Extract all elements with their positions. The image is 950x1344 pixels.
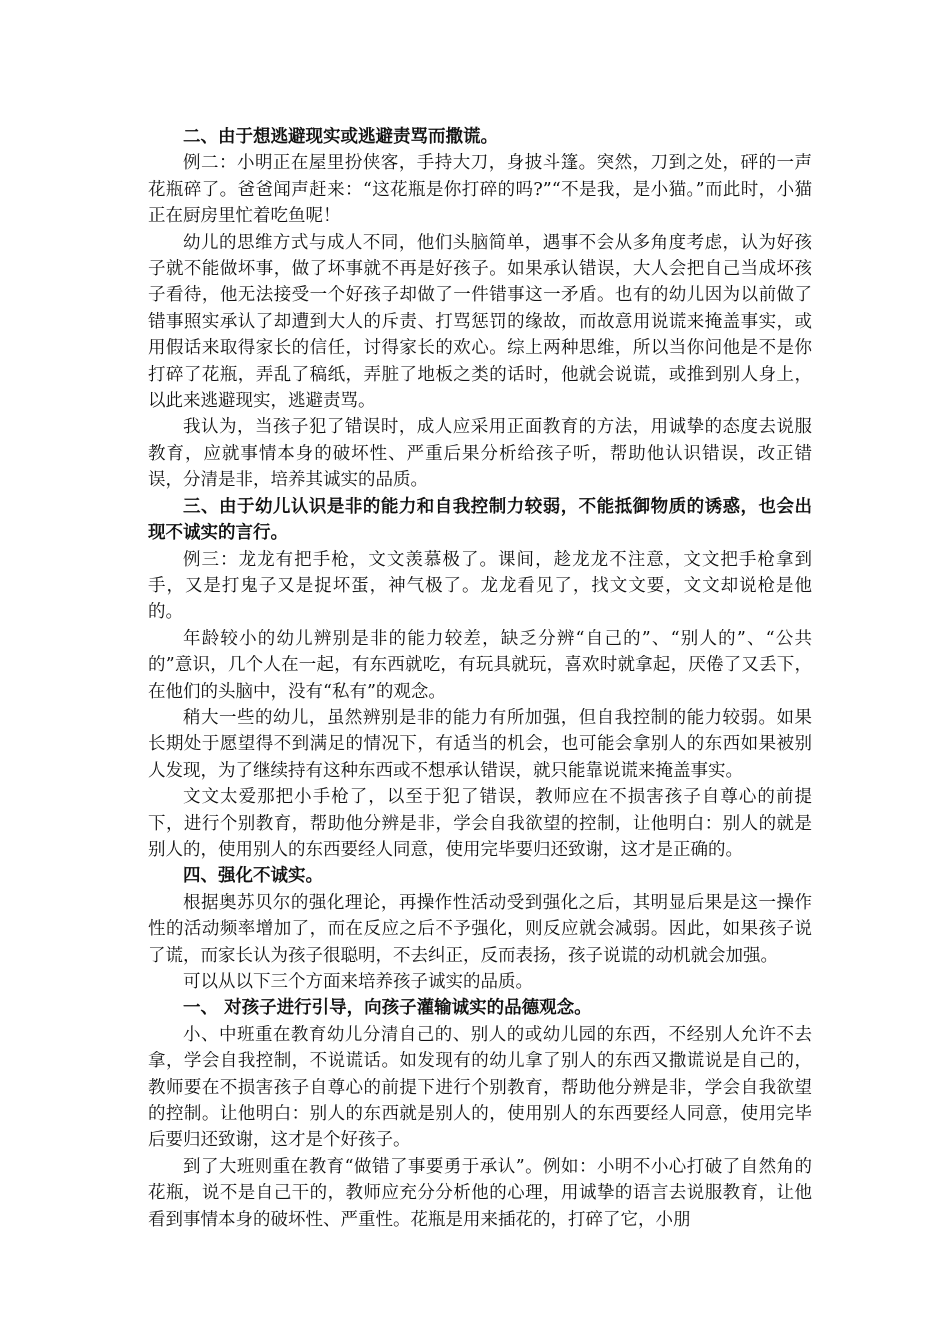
- body-paragraph: 可以从以下三个方面来培养孩子诚实的品质。: [183, 972, 533, 992]
- subsection-heading-1: 一、 对孩子进行引导，向孩子灌输诚实的品德观念。: [183, 998, 592, 1019]
- body-paragraph: 例三：龙龙有把手枪，文文羡慕极了。课间，趁龙龙不注意，文文把手枪拿到手，又是打鬼子又是捉坏蛋，神气极了。龙龙看见了，找文文要，文文却说枪是他的。: [148, 549, 812, 623]
- body-paragraph: 幼儿的思维方式与成人不同，他们头脑简单，遇事不会从多角度考虑，认为好孩子就不能做坏事，做了坏事就不再是好孩子。如果承认错误，大人会把自己当成坏孩子看待，他无法接受一个好孩子却做了一件错事这一矛盾。也有的幼儿因为以前做了错事照实承认了却遭到大人的斥责、打骂惩罚的缘故，而故意用说谎来掩盖事实，或用假话来取得家长的信任，讨得家长的欢心。综上两种思维，所以当你问他是不是你打碎了花瓶，弄乱了稿纸，弄脏了地板之类的话时，他就会说谎，或推到别人身上，以此来逃避现实，逃避责骂。: [148, 232, 812, 412]
- section-heading-3: 三、由于幼儿认识是非的能力和自我控制力较弱，不能抵御物质的诱惑，也会出现不诚实的言行。: [148, 496, 812, 544]
- body-paragraph: 稍大一些的幼儿，虽然辨别是非的能力有所加强，但自我控制的能力较弱。如果长期处于愿望得不到满足的情况下，有适当的机会，也可能会拿别人的东西如果被别人发现，为了继续持有这种东西或不想承认错误，就只能靠说谎来掩盖事实。: [148, 707, 812, 781]
- body-paragraph: 年龄较小的幼儿辨别是非的能力较差，缺乏分辨“自己的”、“别人的”、“公共的”意识，几个人在一起，有东西就吃，有玩具就玩，喜欢时就拿起，厌倦了又丢下，在他们的头脑中，没有“私有”的观念。: [148, 628, 812, 702]
- body-paragraph: 根据奥苏贝尔的强化理论，再操作性活动受到强化之后，其明显后果是这一操作性的活动频率增加了，而在反应之后不予强化，则反应就会减弱。因此，如果孩子说了谎，而家长认为孩子很聪明，不去纠正，反而表扬，孩子说谎的动机就会加强。: [148, 892, 812, 966]
- body-paragraph: 到了大班则重在教育“做错了事要勇于承认”。例如：小明不小心打破了自然角的花瓶，说不是自己干的，教师应充分分析他的心理，用诚挚的语言去说服教育，让他看到事情本身的破坏性、严重性。花瓶是用来插花的，打碎了它，小朋: [148, 1156, 812, 1230]
- body-paragraph: 例二：小明正在屋里扮侠客，手持大刀，身披斗篷。突然，刀到之处，砰的一声花瓶碎了。爸爸闻声赶来：“这花瓶是你打碎的吗?”“不是我，是小猫。”而此时，小猫正在厨房里忙着吃鱼呢！: [148, 153, 812, 227]
- section-heading-4: 四、强化不诚实。: [183, 866, 323, 887]
- section-heading-2: 二、由于想逃避现实或逃避责骂而撒谎。: [183, 127, 498, 147]
- body-paragraph: 小、中班重在教育幼儿分清自己的、别人的或幼儿园的东西，不经别人允许不去拿，学会自我控制，不说谎话。如发现有的幼儿拿了别人的东西又撒谎说是自己的，教师要在不损害孩子自尊心的前提下进行个别教育，帮助他分辨是非，学会自我欲望的控制。让他明白：别人的东西就是别人的，使用别人的东西要经人同意，使用完毕后要归还致谢，这才是个好孩子。: [148, 1024, 812, 1151]
- body-paragraph: 文文太爱那把小手枪了，以至于犯了错误，教师应在不损害孩子自尊心的前提下，进行个别教育，帮助他分辨是非，学会自我欲望的控制，让他明白：别人的就是别人的，使用别人的东西要经人同意，使用完毕要归还致谢，这才是正确的。: [148, 787, 812, 860]
- document-page: [148, 124, 812, 1233]
- body-paragraph: 我认为，当孩子犯了错误时，成人应采用正面教育的方法，用诚挚的态度去说服教育，应就事情本身的破坏性、严重后果分析给孩子听，帮助他认识错误，改正错误，分清是非，培养其诚实的品质。: [148, 417, 812, 491]
